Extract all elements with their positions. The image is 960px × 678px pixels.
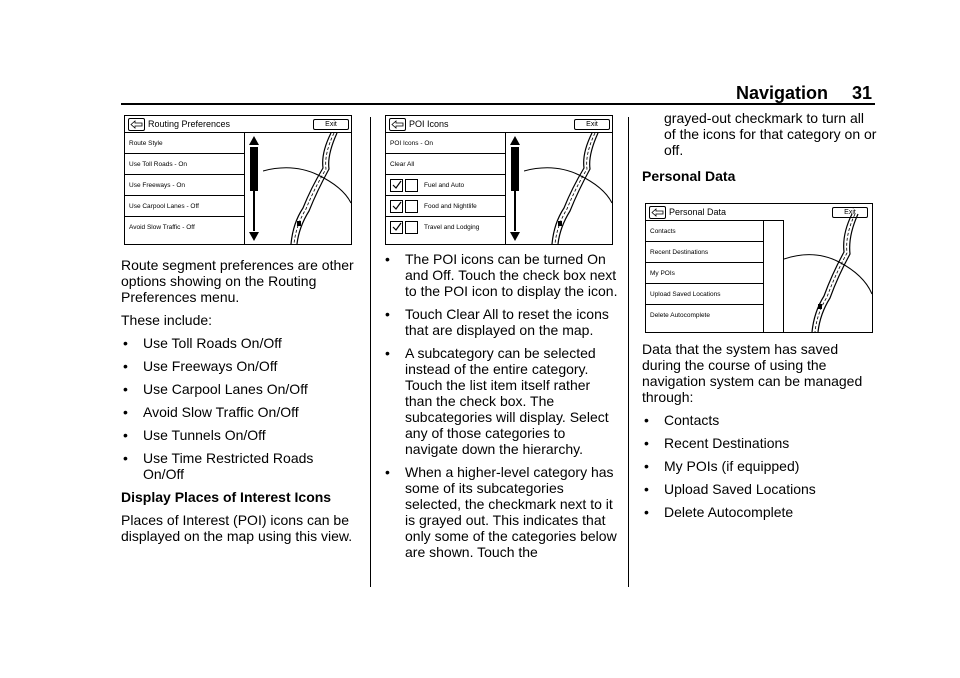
- menu-row: Clear All: [386, 154, 505, 175]
- body-paragraph: These include:: [121, 312, 213, 328]
- map-view: [524, 133, 612, 244]
- bullet-icon: •: [123, 427, 128, 443]
- list-item: [121, 404, 356, 420]
- checkbox-checked-icon: [390, 179, 403, 192]
- bullet-icon: •: [385, 306, 390, 322]
- check-row: [386, 175, 505, 196]
- check-row: [386, 217, 505, 238]
- list-item-text: Upload Saved Locations: [664, 481, 816, 497]
- menu-row: Delete Autocomplete: [650, 312, 710, 319]
- list-item-text: Use Freeways On/Off: [143, 358, 278, 374]
- menu-row: Recent Destinations: [646, 242, 763, 263]
- exit-button: Exit: [313, 119, 349, 130]
- back-arrow-icon: [389, 118, 406, 131]
- list-item-text: When a higher-level category has some of its subcategories selected, the checkmark next to it is grayed out. This indicates that only some of the categories below are shown. Touch the: [405, 464, 617, 560]
- bullet-icon: •: [123, 450, 128, 466]
- list-item: [383, 345, 619, 457]
- back-arrow-icon: [649, 206, 666, 219]
- checkbox-checked-icon: [390, 200, 403, 213]
- column-2: [383, 251, 619, 567]
- menu-row: My POIs: [646, 263, 763, 284]
- page-number: 31: [852, 83, 873, 103]
- list-item: [642, 504, 878, 520]
- list-margin: [764, 221, 784, 332]
- list-item-text: My POIs (if equipped): [664, 458, 800, 474]
- list-item-text: Use Carpool Lanes On/Off: [143, 381, 308, 397]
- scroll-up-icon: [249, 136, 259, 145]
- bullet-icon: •: [385, 345, 390, 361]
- list-item-text: Use Toll Roads On/Off: [143, 335, 282, 351]
- list-item: [383, 306, 619, 338]
- menu-row: Use Freeways - On: [125, 175, 244, 196]
- list-item: [383, 251, 619, 299]
- list-item: [121, 335, 356, 351]
- scroll-thumb: [511, 147, 519, 191]
- list-item-text: The POI icons can be turned On and Off. Touch the check box next to the POI icon to display the icon.: [405, 251, 618, 299]
- check-row: [386, 196, 505, 217]
- bullet-icon: •: [644, 435, 649, 451]
- list-item-text: Use Time Restricted Roads On/Off: [143, 450, 314, 482]
- list-item: [642, 435, 878, 451]
- column-1: [121, 257, 356, 551]
- list-item: [121, 427, 356, 443]
- exit-button: Exit: [574, 119, 610, 130]
- check-row-label: Travel and Lodging: [424, 224, 480, 231]
- check-row-label: Food and Nightlife: [424, 203, 477, 210]
- continuation-paragraph: grayed-out checkmark to turn all of the icons for that category on or off.: [664, 110, 877, 158]
- bullet-icon: •: [644, 481, 649, 497]
- list-item: [121, 358, 356, 374]
- list-item: [642, 481, 878, 497]
- column-3: [642, 110, 878, 191]
- category-icon-box: [405, 200, 418, 213]
- screen-title: Routing Preferences: [148, 119, 231, 129]
- bullet-icon: •: [644, 412, 649, 428]
- menu-row: Avoid Slow Traffic - Off: [129, 224, 195, 231]
- category-icon-box: [405, 221, 418, 234]
- section-heading: Display Places of Interest Icons: [121, 489, 332, 505]
- body-paragraph: Route segment preferences are other options showing on the Routing Preferences menu.: [121, 257, 354, 305]
- bullet-icon: •: [123, 335, 128, 351]
- scrollbar: [245, 133, 263, 244]
- column-rule-1: [370, 117, 371, 587]
- map-view: [263, 133, 351, 244]
- scroll-down-icon: [510, 232, 520, 241]
- column-3-lower: [642, 341, 878, 527]
- screen-title: POI Icons: [409, 119, 449, 129]
- bullet-icon: •: [123, 381, 128, 397]
- bullet-icon: •: [644, 458, 649, 474]
- list-item-text: Touch Clear All to reset the icons that are displayed on the map.: [405, 306, 609, 338]
- menu-row: Route Style: [125, 133, 244, 154]
- list-item-text: Contacts: [664, 412, 720, 428]
- menu-row: Upload Saved Locations: [646, 284, 763, 305]
- list-item-text: Delete Autocomplete: [664, 504, 794, 520]
- list-item: [642, 412, 878, 428]
- body-paragraph: Places of Interest (POI) icons can be displayed on the map using this view.: [121, 512, 353, 544]
- list-item-text: Use Tunnels On/Off: [143, 427, 266, 443]
- scroll-thumb: [250, 147, 258, 191]
- column-rule-2: [628, 117, 629, 587]
- list-item-text: Avoid Slow Traffic On/Off: [143, 404, 299, 420]
- list-item: [121, 381, 356, 397]
- list-item-text: Recent Destinations: [664, 435, 790, 451]
- section-heading: Personal Data: [642, 168, 736, 184]
- bullet-icon: •: [385, 251, 390, 267]
- map-view: [784, 204, 872, 332]
- checkbox-checked-icon: [390, 221, 403, 234]
- list-item: [642, 458, 878, 474]
- screen-title: Personal Data: [669, 207, 727, 217]
- category-icon-box: [405, 179, 418, 192]
- menu-row: Use Carpool Lanes - Off: [125, 196, 244, 217]
- list-item-text: A subcategory can be selected instead of the entire category. Touch the list item itself rather than the check box. The subcategories will display. Select any of those categories to navigate down the hierarchy.: [405, 345, 609, 457]
- scroll-up-icon: [510, 136, 520, 145]
- header-rule: [121, 103, 875, 105]
- list-item: [383, 464, 619, 560]
- bullet-icon: •: [644, 504, 649, 520]
- exit-button: Exit: [832, 207, 868, 218]
- body-paragraph: Data that the system has saved during the course of using the navigation system can be managed through:: [642, 341, 863, 405]
- scroll-down-icon: [249, 232, 259, 241]
- check-row-label: Fuel and Auto: [424, 182, 465, 189]
- bullet-icon: •: [123, 358, 128, 374]
- poi-icons-screen: [385, 115, 613, 245]
- bullet-icon: •: [385, 464, 390, 480]
- menu-row: Use Toll Roads - On: [125, 154, 244, 175]
- menu-row: Contacts: [646, 221, 763, 242]
- bullet-icon: •: [123, 404, 128, 420]
- personal-data-screen: [645, 203, 873, 333]
- routing-preferences-screen: [124, 115, 352, 245]
- back-arrow-icon: [128, 118, 145, 131]
- list-item: [121, 450, 356, 482]
- menu-row: POI Icons - On: [386, 133, 505, 154]
- scrollbar: [506, 133, 524, 244]
- section-title: Navigation: [736, 83, 829, 103]
